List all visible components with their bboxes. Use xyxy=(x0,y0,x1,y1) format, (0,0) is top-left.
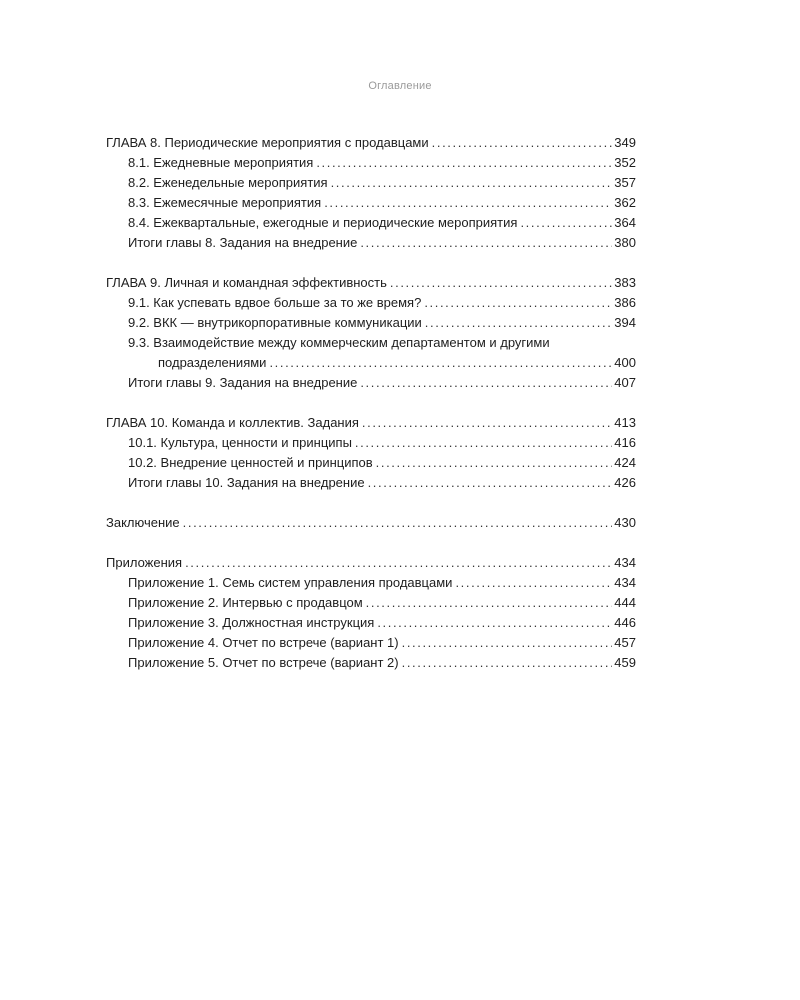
toc-entry-page: 426 xyxy=(614,475,636,490)
dot-leader xyxy=(402,653,613,673)
toc-entry-page: 424 xyxy=(614,455,636,470)
toc-entry-9-3[interactable] xyxy=(106,333,636,373)
toc-entry-appendices[interactable] xyxy=(106,553,636,573)
dot-leader xyxy=(377,613,612,633)
toc-entry-8-2[interactable] xyxy=(106,173,636,193)
toc-entry-title-line1: 9.3. Взаимодействие между коммерческим департаментом и другими xyxy=(128,335,550,350)
toc-entry-page: 357 xyxy=(614,175,636,190)
toc-entry-title: Приложения xyxy=(106,555,183,570)
toc-entry-page: 386 xyxy=(614,295,636,310)
dot-leader xyxy=(376,453,613,473)
toc-entry-page: 352 xyxy=(614,155,636,170)
running-head: Оглавление xyxy=(368,80,432,92)
toc-entry-page: 459 xyxy=(614,655,636,670)
toc-entry-title: Приложение 4. Отчет по встрече (вариант 1) xyxy=(128,635,399,650)
table-of-contents xyxy=(106,133,636,693)
toc-entry-title: Итоги главы 9. Задания на внедрение xyxy=(128,375,358,390)
toc-entry-page: 416 xyxy=(614,435,636,450)
dot-leader xyxy=(362,413,612,433)
toc-entry-8-4[interactable] xyxy=(106,213,636,233)
dot-leader xyxy=(316,153,612,173)
toc-entry-page: 434 xyxy=(614,575,636,590)
toc-section-conclusion xyxy=(106,513,636,533)
dot-leader xyxy=(402,633,613,653)
toc-entry-title: 8.4. Ежеквартальные, ежегодные и периодические мероприятия xyxy=(128,215,518,230)
toc-entry-9-summary[interactable] xyxy=(106,373,636,393)
dot-leader xyxy=(432,133,613,153)
toc-entry-page: 446 xyxy=(614,615,636,630)
toc-entry-page: 380 xyxy=(614,235,636,250)
toc-entry-title: ГЛАВА 8. Периодические мероприятия с продавцами xyxy=(106,135,429,150)
toc-entry-9-2[interactable] xyxy=(106,313,636,333)
toc-entry-10-2[interactable] xyxy=(106,453,636,473)
dot-leader xyxy=(360,233,612,253)
toc-section-appendices xyxy=(106,553,636,673)
toc-entry-title: 9.2. ВКК — внутрикорпоративные коммуникации xyxy=(128,315,422,330)
dot-leader xyxy=(390,273,612,293)
toc-entry-page: 383 xyxy=(614,275,636,290)
toc-entry-appendix-3[interactable] xyxy=(106,613,636,633)
toc-entry-9-1[interactable] xyxy=(106,293,636,313)
toc-entry-title: Приложение 2. Интервью с продавцом xyxy=(128,595,363,610)
toc-entry-title-line2: подразделениями xyxy=(158,355,267,370)
toc-entry-page: 430 xyxy=(614,515,636,530)
dot-leader xyxy=(185,553,612,573)
dot-leader xyxy=(331,173,613,193)
toc-entry-title: ГЛАВА 9. Личная и командная эффективность xyxy=(106,275,387,290)
dot-leader xyxy=(183,513,613,533)
toc-entry-title: 8.1. Ежедневные мероприятия xyxy=(128,155,314,170)
toc-entry-chapter-10[interactable] xyxy=(106,413,636,433)
toc-entry-title: 9.1. Как успевать вдвое больше за то же время? xyxy=(128,295,422,310)
toc-entry-title: Итоги главы 10. Задания на внедрение xyxy=(128,475,365,490)
dot-leader xyxy=(355,433,612,453)
toc-entry-appendix-1[interactable] xyxy=(106,573,636,593)
toc-entry-title: 10.1. Культура, ценности и принципы xyxy=(128,435,352,450)
toc-section-chapter-9 xyxy=(106,273,636,393)
dot-leader xyxy=(455,573,612,593)
toc-entry-title: 8.3. Ежемесячные мероприятия xyxy=(128,195,322,210)
toc-entry-page: 349 xyxy=(614,135,636,150)
toc-section-chapter-10 xyxy=(106,413,636,493)
toc-entry-title: Приложение 5. Отчет по встрече (вариант 2) xyxy=(128,655,399,670)
toc-entry-title: 10.2. Внедрение ценностей и принципов xyxy=(128,455,373,470)
toc-entry-8-3[interactable] xyxy=(106,193,636,213)
dot-leader xyxy=(425,313,613,333)
toc-entry-title: Приложение 1. Семь систем управления продавцами xyxy=(128,575,453,590)
toc-entry-title: Заключение xyxy=(106,515,180,530)
dot-leader xyxy=(520,213,612,233)
toc-section-chapter-8 xyxy=(106,133,636,253)
toc-entry-page: 364 xyxy=(614,215,636,230)
toc-entry-title: Итоги главы 8. Задания на внедрение xyxy=(128,235,358,250)
toc-entry-page: 362 xyxy=(614,195,636,210)
toc-entry-9-3-line2 xyxy=(128,353,636,373)
toc-entry-page: 400 xyxy=(614,355,636,370)
toc-entry-conclusion[interactable] xyxy=(106,513,636,533)
toc-entry-page: 394 xyxy=(614,315,636,330)
toc-entry-appendix-2[interactable] xyxy=(106,593,636,613)
toc-entry-title: ГЛАВА 10. Команда и коллектив. Задания xyxy=(106,415,359,430)
dot-leader xyxy=(360,373,612,393)
toc-entry-10-1[interactable] xyxy=(106,433,636,453)
dot-leader xyxy=(366,593,613,613)
toc-entry-page: 407 xyxy=(614,375,636,390)
dot-leader xyxy=(324,193,612,213)
dot-leader xyxy=(424,293,612,313)
toc-entry-appendix-4[interactable] xyxy=(106,633,636,653)
toc-entry-page: 413 xyxy=(614,415,636,430)
toc-entry-8-summary[interactable] xyxy=(106,233,636,253)
toc-entry-page: 444 xyxy=(614,595,636,610)
toc-entry-8-1[interactable] xyxy=(106,153,636,173)
toc-entry-title: 8.2. Еженедельные мероприятия xyxy=(128,175,328,190)
dot-leader xyxy=(368,473,613,493)
toc-entry-page: 457 xyxy=(614,635,636,650)
toc-entry-10-summary[interactable] xyxy=(106,473,636,493)
toc-entry-chapter-8[interactable] xyxy=(106,133,636,153)
toc-entry-title: Приложение 3. Должностная инструкция xyxy=(128,615,375,630)
dot-leader xyxy=(269,353,612,373)
toc-entry-chapter-9[interactable] xyxy=(106,273,636,293)
toc-entry-page: 434 xyxy=(614,555,636,570)
toc-entry-appendix-5[interactable] xyxy=(106,653,636,673)
